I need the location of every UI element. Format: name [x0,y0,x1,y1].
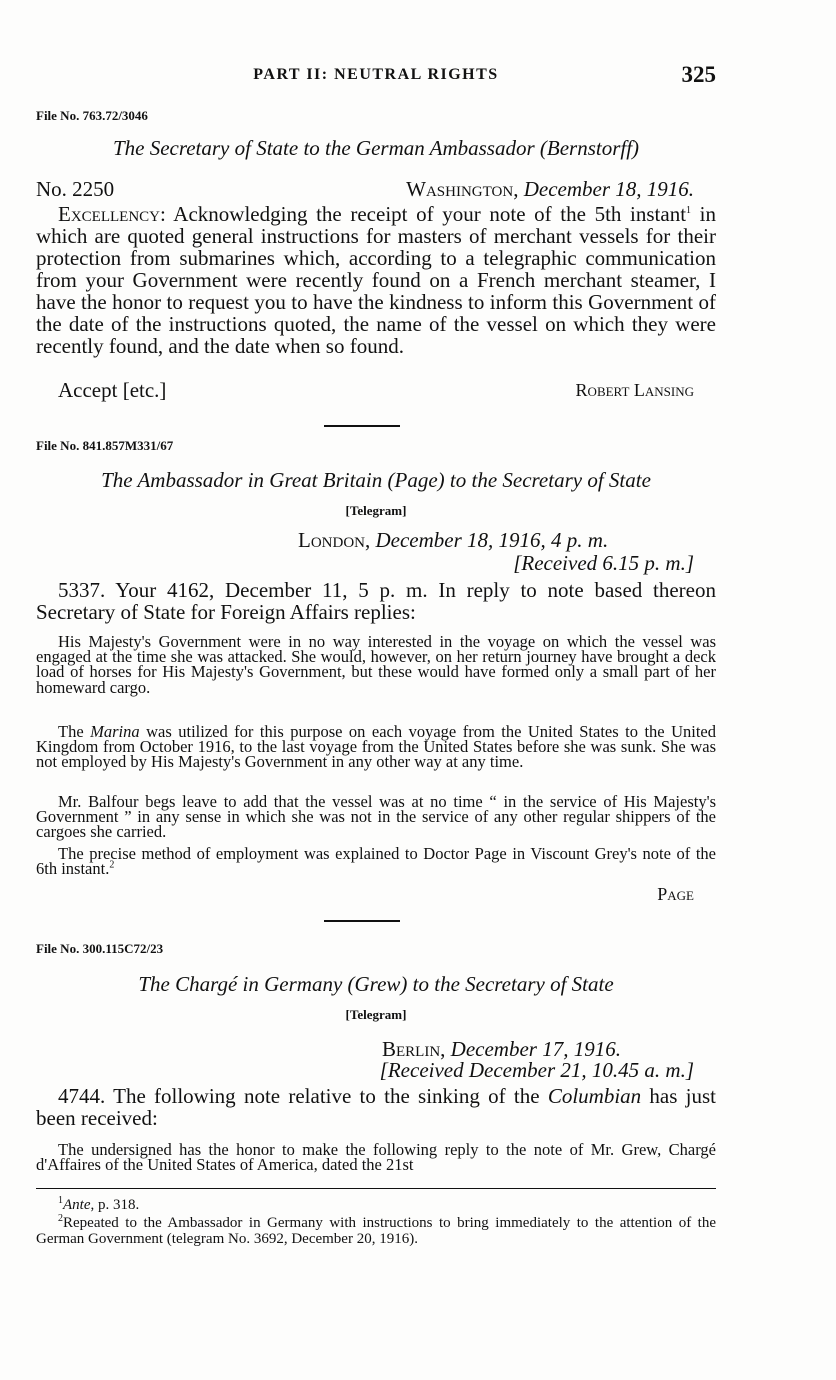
doc1-body: Excellency: Acknowledging the receipt of your note of the 5th instant$^1$ in which are quoted general instructions for masters of merchant vessels for their protection from submarines which, according to a telegraphic communication from your Government were recently found on a French merchant steamer, I have the honor to request you to have the kindness to inform this Government of the date of the instructions quoted, the name of the vessel on which they were recently found, and the date when so found. [36,202,716,358]
doc1-title: The Secretary of State to the German Ambassador (Bernstorff) [112,136,640,160]
doc3-label: [Telegram] [345,1007,407,1022]
footnote-ref-2: 2 [109,859,115,871]
doc1-closing-line [36,379,716,403]
doc3-title: The Chargé in Germany (Grew) to the Secretary of State [138,972,614,996]
doc3-dateline: Berlin, December 17, 1916. [382,1037,621,1061]
separator-rule [324,920,400,922]
file-number-3: File No. 300.115C72/23 [36,941,164,956]
footnote-1: $^1$Ante, p. 318. [58,1195,140,1213]
doc3-place: Berlin [382,1037,441,1061]
doc2-para-3: Mr. Balfour begs leave to add that the vessel was at no time “ in the service of His Majesty's Government ” in any sense in which she was not in the service of any other regular shippers of the cargoes she carried. [36,792,716,842]
doc2-para-2: The Marina was utilized for this purpose on each voyage from the United States to the United Kingdom from October 1916, to the last voyage from the United States before she was sunk. She was not employed by His Majesty's Government in any other way at any time. [36,722,716,772]
doc2-received: [Received 6.15 p. m.] [513,551,694,575]
doc1-signature: Robert Lansing [575,380,694,400]
doc3-date: December 17, 1916. [450,1037,621,1061]
doc2-intro: 5337. Your 4162, December 11, 5 p. m. In reply to note based thereon Secretary of State for Foreign Affairs replies: [36,578,716,624]
doc1-closing: Accept [etc.] [58,378,167,402]
doc2-label: [Telegram] [345,503,407,518]
ship-name-columbian: Columbian [547,1084,642,1108]
doc2-signature: Page [657,884,694,904]
doc1-number: No. 2250 [36,177,115,201]
doc2-date: December 18, 1916, 4 p. m. [375,528,609,552]
ship-name-marina: Marina [90,722,140,741]
page-number: 325 [681,62,716,87]
footnote-ref-1: 1 [686,205,692,216]
doc3-received: [Received December 21, 10.45 a. m.] [379,1058,694,1082]
file-number-1: File No. 763.72/3046 [36,108,148,123]
doc1-place: Washington [406,177,514,201]
doc2-para-4: The precise method of employment was explained to Doctor Page in Viscount Grey's note of the 6th instant.$^2$ [36,844,716,879]
doc2-para-1: His Majesty's Government were in no way interested in the voyage on which the vessel was engaged at the time she was attacked. She would, however, on her return journey have brought a deck load of horses for His Majesty's Government, but these would have formed only a small part of her homeward cargo. [36,632,716,697]
file-number-2: File No. 841.857M331/67 [36,438,174,453]
footnote-rule [36,1188,716,1189]
doc2-place: London [298,528,365,552]
doc3-intro: 4744. The following note relative to the sinking of the Columbian has just been received: [36,1084,716,1130]
doc1-date: December 18, 1916. [523,177,694,201]
doc2-dateline: London, December 18, 1916, 4 p. m. [298,528,609,552]
separator-rule [324,425,400,427]
doc2-title: The Ambassador in Great Britain (Page) to the Secretary of State [101,468,651,492]
doc1-salutation: Excellency [58,202,160,226]
doc1-dateline: No. 2250 Washington, December 18, 1916. [36,177,694,201]
page-header [36,62,716,92]
doc3-para-1: The undersigned has the honor to make the following reply to the note of Mr. Grew, Chargé d'Affaires of the United States of America, dated the 21st [36,1140,716,1175]
footnote-2: $^2$Repeated to the Ambassador in Germany with instructions to bring immediately to the attention of the German Government (telegram No. 3692, December 20, 1916). [36,1213,716,1247]
running-head: PART II: NEUTRAL RIGHTS [253,66,499,83]
